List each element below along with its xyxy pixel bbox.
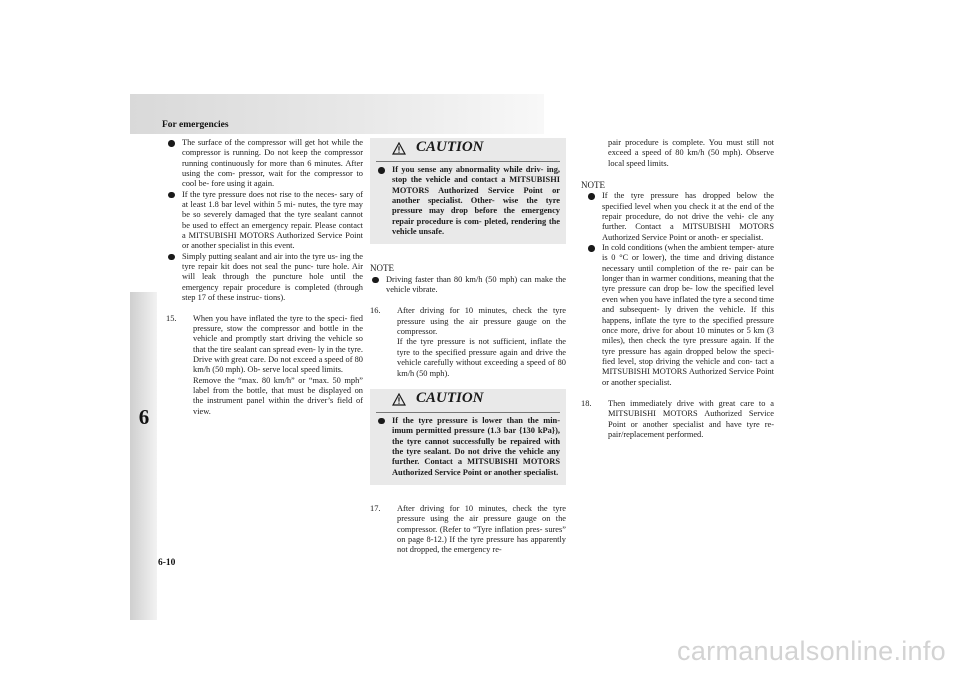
- page-number: 6-10: [158, 558, 176, 568]
- column-1: [166, 138, 363, 417]
- list-item: The surface of the compressor will get hot while the compressor is running. Do not keep the compressor running continuously for more than 6 minutes. After using the com- pressor, wait for the compressor to cool be- fore using it again.: [166, 138, 363, 190]
- step-number: 17.: [370, 503, 381, 513]
- chapter-tab: [130, 292, 157, 620]
- step-17: [370, 504, 566, 556]
- step-18: [581, 399, 774, 440]
- step-text: When you have inflated the tyre to the speci- fied pressure, stow the compressor and bottle in the vehicle and promptly start driving the vehicle so that the tire sealant can spread even- ly in the tyre. Drive with great care. Do not exceed a speed of 80 km/h (50 mph). Ob- serve local speed limits.: [193, 313, 363, 375]
- watermark: carmanualsonline.info: [677, 636, 946, 666]
- column-3: [581, 138, 774, 440]
- bullet-icon: [588, 245, 595, 252]
- caution-title: CAUTION: [416, 139, 484, 155]
- note-label: NOTE: [370, 263, 394, 274]
- bullet-icon: [588, 193, 595, 200]
- bullet-icon: [378, 167, 385, 174]
- step-text: Then immediately drive with great care to a MITSUBISHI MOTORS Authorized Service Point or another specialist and have tyre re- pair/replacement performed.: [608, 398, 774, 439]
- warning-triangle-icon: [392, 142, 406, 155]
- bullet-icon: [168, 140, 175, 147]
- step-17-continued: pair procedure is complete. You must still not exceed a speed of 80 km/h (50 mph). Observe local speed limits.: [608, 138, 774, 168]
- step-number: 16.: [370, 306, 381, 316]
- bullet-icon: [378, 418, 385, 425]
- step-text: Remove the “max. 80 km/h” or “max. 50 mph” label from the bottle, that must be displayed on the instrument panel within the driver’s field of view.: [193, 375, 363, 416]
- list-item: Driving faster than 80 km/h (50 mph) can make the vehicle vibrate.: [370, 275, 566, 296]
- bullet-icon: [168, 254, 175, 261]
- caution-title: CAUTION: [416, 389, 484, 406]
- caution-header: [376, 390, 560, 413]
- section-title: For emergencies: [162, 120, 229, 130]
- step-text: After driving for 10 minutes, check the tyre pressure using the air pressure gauge on the compressor. (Refer to “Tyre inflation pres- sures” on page 8-12.) If the tyre pressure has apparently not dropped, the emergency re-: [397, 503, 566, 555]
- list-item: If the tyre pressure has dropped below the specified level when you check it at the end of the repair procedure, do not drive the vehi- cle any further. Contact a MITSUBISHI MOTORS Authorized Service Point or anoth- er specialist.: [586, 191, 774, 243]
- step-text: After driving for 10 minutes, check the tyre pressure using the air pressure gauge on the compressor.: [397, 306, 566, 337]
- divider: [376, 412, 560, 413]
- step-number: 18.: [581, 398, 592, 408]
- caution-text: If you sense any abnormality while driv- ing, stop the vehicle and contact a MITSUBISHI MOTORS Authorized Service Point or another specialist. Other- wise the tyre pressure may drop before the emergency repair procedure is com- pleted, rendering the vehicle unsafe.: [376, 165, 560, 237]
- note-2: [581, 180, 774, 388]
- step-15: [166, 314, 363, 417]
- list-item: Simply putting sealant and air into the tyre us- ing the tyre repair kit does not seal the punc- ture hole. Air will leak through the puncture hole until the emergency repair procedure is completed (through step 17 of these instruc- tions).: [166, 252, 363, 304]
- list-item: In cold conditions (when the ambient temper- ature is 0 °C or lower), the time and driving distance necessary until completion of the re- pair can be longer than in warmer conditions, meaning that the tyre pressure can drop be- low the specified level even when you have inflated the tyre a second time and subsequent- ly driven the vehicle. If this happens, inflate the tyre to the specified pressure once more, drive for about 10 minutes or 5 km (3 miles), then check the tyre pressure again. If the tyre pressure has again dropped below the speci- fied level, stop driving the vehicle and con- tact a MITSUBISHI MOTORS Authorized Service Point or another specialist.: [586, 243, 774, 388]
- chapter-number: 6: [138, 405, 150, 429]
- caution-text: If the tyre pressure is lower than the min- imum permitted pressure (1.3 bar {130 kPa}), the tyre cannot successfully be repaired with the tyre sealant. Do not drive the vehicle any further. Contact a MITSUBISHI MOTORS Authorized Service Point or another specialist.: [376, 416, 560, 478]
- caution-header: [376, 139, 560, 162]
- step-text: If the tyre pressure is not sufficient, inflate the tyre to the specified pressure again and drive the vehicle carefully without exceeding a speed of 80 km/h (50 mph).: [397, 337, 566, 378]
- list-item: If the tyre pressure does not rise to the neces- sary of at least 1.8 bar level within 5 mi- nutes, the tyre may be so severely damaged that the tyre sealant cannot be used to effect an emergency repair. Please contact a MITSUBISHI MOTORS Authorized Service Point or another specialist in this event.: [166, 190, 363, 252]
- warning-triangle-icon: [392, 393, 406, 406]
- bullet-icon: [372, 277, 379, 284]
- column-2: [370, 138, 566, 556]
- divider: [376, 161, 560, 162]
- step-number: 15.: [166, 313, 177, 323]
- step-16: [370, 306, 566, 378]
- note-label: NOTE: [581, 180, 605, 191]
- bullet-icon: [168, 192, 175, 199]
- caution-box: [370, 138, 566, 244]
- note-1: [370, 263, 566, 295]
- caution-box: [370, 389, 566, 485]
